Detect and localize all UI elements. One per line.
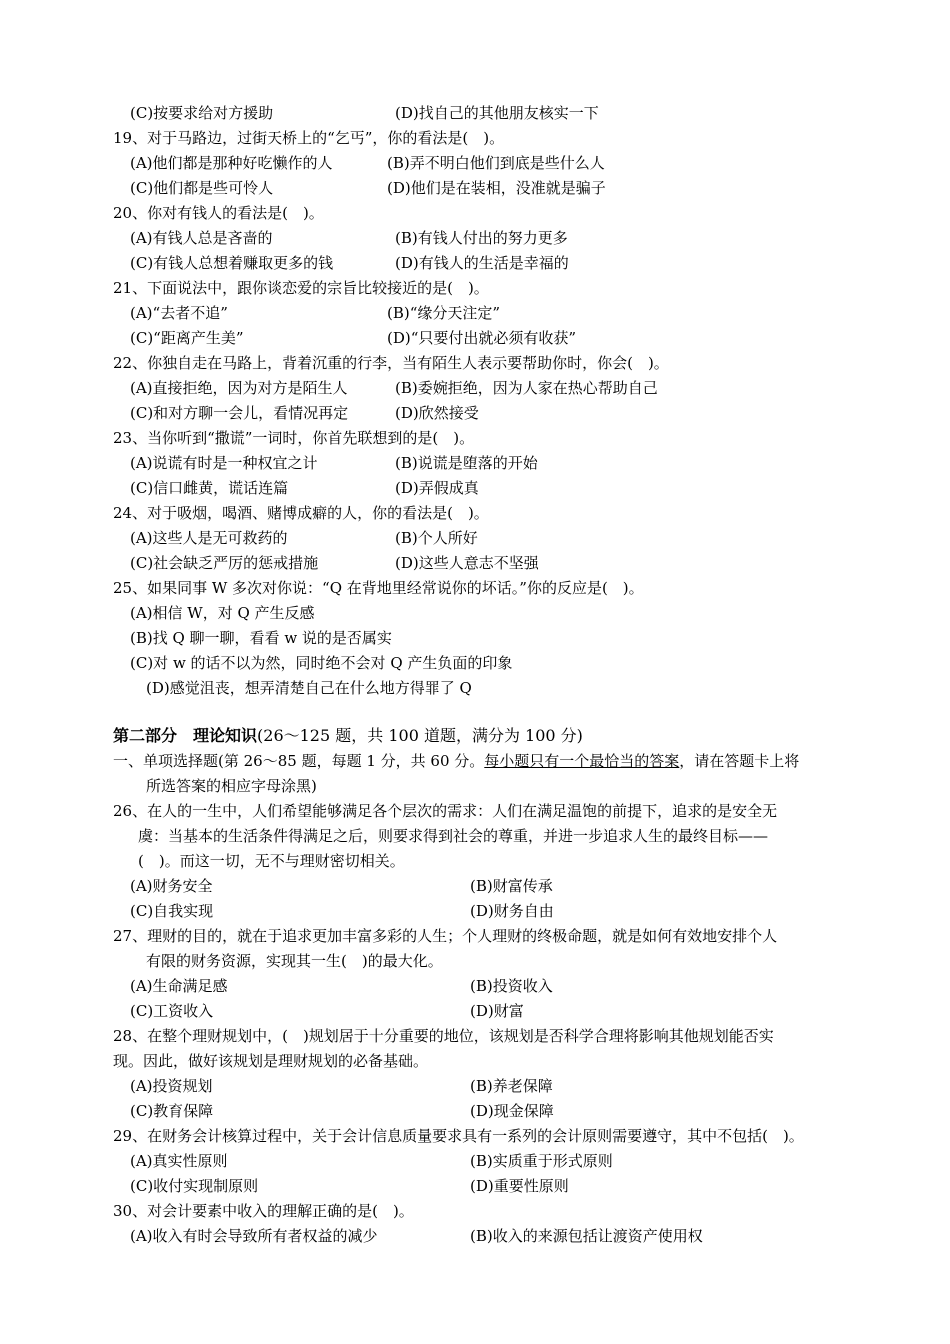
q29-option-d: (D)重要性原则 xyxy=(470,1177,569,1195)
part2-heading xyxy=(113,726,583,746)
q20-option-d: (D)有钱人的生活是幸福的 xyxy=(395,254,569,272)
q29-stem: 29、在财务会计核算过程中，关于会计信息质量要求具有一系列的会计原则需要遵守，其中不包括( )。 xyxy=(113,1127,804,1145)
q24-option-d: (D)这些人意志不坚强 xyxy=(395,554,539,572)
section1-intro-line2: 所选答案的相应字母涂黑) xyxy=(146,777,317,795)
q24-option-b: (B)个人所好 xyxy=(395,529,478,547)
q23-option-d: (D)弄假成真 xyxy=(395,479,479,497)
q19-option-d: (D)他们是在装相，没准就是骗子 xyxy=(387,179,606,197)
q21-option-a: (A)“去者不追” xyxy=(130,304,228,322)
q28-option-a: (A)投资规划 xyxy=(130,1077,213,1095)
q28-stem-line2: 现。因此，做好该规划是理财规划的必备基础。 xyxy=(113,1052,429,1070)
q20-option-c: (C)有钱人总想着赚取更多的钱 xyxy=(130,254,334,272)
q26-stem-line3: ( )。而这一切，无不与理财密切相关。 xyxy=(138,852,405,870)
q22-option-d: (D)欣然接受 xyxy=(395,404,479,422)
q26-option-d: (D)财务自由 xyxy=(470,902,554,920)
q21-stem: 21、下面说法中，跟你谈恋爱的宗旨比较接近的是( )。 xyxy=(113,279,489,297)
q27-option-a: (A)生命满足感 xyxy=(130,977,228,995)
q29-option-c: (C)收付实现制原则 xyxy=(130,1177,259,1195)
q24-stem: 24、对于吸烟，喝酒、赌博成癖的人，你的看法是( )。 xyxy=(113,504,489,522)
q26-option-a: (A)财务安全 xyxy=(130,877,213,895)
q24-option-c: (C)社会缺乏严厉的惩戒措施 xyxy=(130,554,319,572)
q22-option-a: (A)直接拒绝，因为对方是陌生人 xyxy=(130,379,348,397)
q26-option-c: (C)自我实现 xyxy=(130,902,214,920)
q27-option-d: (D)财富 xyxy=(470,1002,524,1020)
q28-option-d: (D)现金保障 xyxy=(470,1102,554,1120)
q28-option-c: (C)教育保障 xyxy=(130,1102,214,1120)
q25-option-c: (C)对 w 的话不以为然，同时绝不会对 Q 产生负面的印象 xyxy=(130,654,513,672)
q19-option-b: (B)弄不明白他们到底是些什么人 xyxy=(387,154,605,172)
q26-stem-line2: 虞：当基本的生活条件得满足之后，则要求得到社会的尊重，并进一步追求人生的最终目标—— xyxy=(138,827,769,845)
part2-subtitle: (26～125 题，共 100 道题，满分为 100 分) xyxy=(257,726,583,745)
q25-stem: 25、如果同事 W 多次对你说：“Q 在背地里经常说你的坏话。”你的反应是( )。 xyxy=(113,579,644,597)
q26-option-b: (B)财富传承 xyxy=(470,877,553,895)
q28-option-b: (B)养老保障 xyxy=(470,1077,553,1095)
q23-option-a: (A)说谎有时是一种权宜之计 xyxy=(130,454,318,472)
q27-stem-line2: 有限的财务资源，实现其一生( )的最大化。 xyxy=(146,952,443,970)
q30-option-a: (A)收入有时会导致所有者权益的减少 xyxy=(130,1227,378,1245)
q26-stem-line1: 26、在人的一生中，人们希望能够满足各个层次的需求：人们在满足温饱的前提下，追求的是安全无 xyxy=(113,802,778,820)
q23-stem: 23、当你听到“撒谎”一词时，你首先联想到的是( )。 xyxy=(113,429,475,447)
q23-option-b: (B)说谎是堕落的开始 xyxy=(395,454,538,472)
q25-option-a: (A)相信 W，对 Q 产生反感 xyxy=(130,604,315,622)
q21-option-d: (D)“只要付出就必须有收获” xyxy=(387,329,577,347)
section1-intro-underlined: 每小题只有一个最恰当的答案 xyxy=(484,752,680,770)
section1-intro-line1 xyxy=(113,751,799,771)
section1-intro-text: 一、单项选择题(第 26～85 题，每题 1 分，共 60 分。 xyxy=(113,752,485,770)
q30-option-b: (B)收入的来源包括让渡资产使用权 xyxy=(470,1227,703,1245)
q28-stem-line1: 28、在整个理财规划中，( )规划居于十分重要的地位，该规划是否科学合理将影响其他规划能否实 xyxy=(113,1027,774,1045)
q19-option-c: (C)他们都是些可怜人 xyxy=(130,179,274,197)
q19-option-a: (A)他们都是那种好吃懒作的人 xyxy=(130,154,333,172)
section1-intro-text-end: ，请在答题卡上将 xyxy=(679,752,800,770)
q20-stem: 20、你对有钱人的看法是( )。 xyxy=(113,204,324,222)
q29-option-a: (A)真实性原则 xyxy=(130,1152,228,1170)
q21-option-b: (B)“缘分天注定” xyxy=(387,304,501,322)
q19-stem: 19、对于马路边，过街天桥上的“乞丐”，你的看法是( )。 xyxy=(113,129,505,147)
q24-option-a: (A)这些人是无可救药的 xyxy=(130,529,288,547)
q22-option-c: (C)和对方聊一会儿，看情况再定 xyxy=(130,404,349,422)
q29-option-b: (B)实质重于形式原则 xyxy=(470,1152,613,1170)
q27-option-c: (C)工资收入 xyxy=(130,1002,214,1020)
q20-option-b: (B)有钱人付出的努力更多 xyxy=(395,229,568,247)
q25-option-b: (B)找 Q 聊一聊，看看 w 说的是否属实 xyxy=(130,629,392,647)
q23-option-c: (C)信口雌黄，谎话连篇 xyxy=(130,479,289,497)
q27-option-b: (B)投资收入 xyxy=(470,977,553,995)
q18-option-c: (C)按要求给对方援助 xyxy=(130,104,274,122)
q21-option-c: (C)“距离产生美” xyxy=(130,329,244,347)
part2-title: 第二部分 理论知识 xyxy=(113,726,258,745)
q20-option-a: (A)有钱人总是吝啬的 xyxy=(130,229,273,247)
q22-stem: 22、你独自走在马路上，背着沉重的行李，当有陌生人表示要帮助你时，你会( )。 xyxy=(113,354,669,372)
q18-option-d: (D)找自己的其他朋友核实一下 xyxy=(395,104,599,122)
q25-option-d: (D)感觉沮丧，想弄清楚自己在什么地方得罪了 Q xyxy=(146,679,472,697)
q30-stem: 30、对会计要素中收入的理解正确的是( )。 xyxy=(113,1202,414,1220)
q22-option-b: (B)委婉拒绝，因为人家在热心帮助自己 xyxy=(395,379,658,397)
q27-stem-line1: 27、理财的目的，就在于追求更加丰富多彩的人生；个人理财的终极命题，就是如何有效地安排个人 xyxy=(113,927,778,945)
